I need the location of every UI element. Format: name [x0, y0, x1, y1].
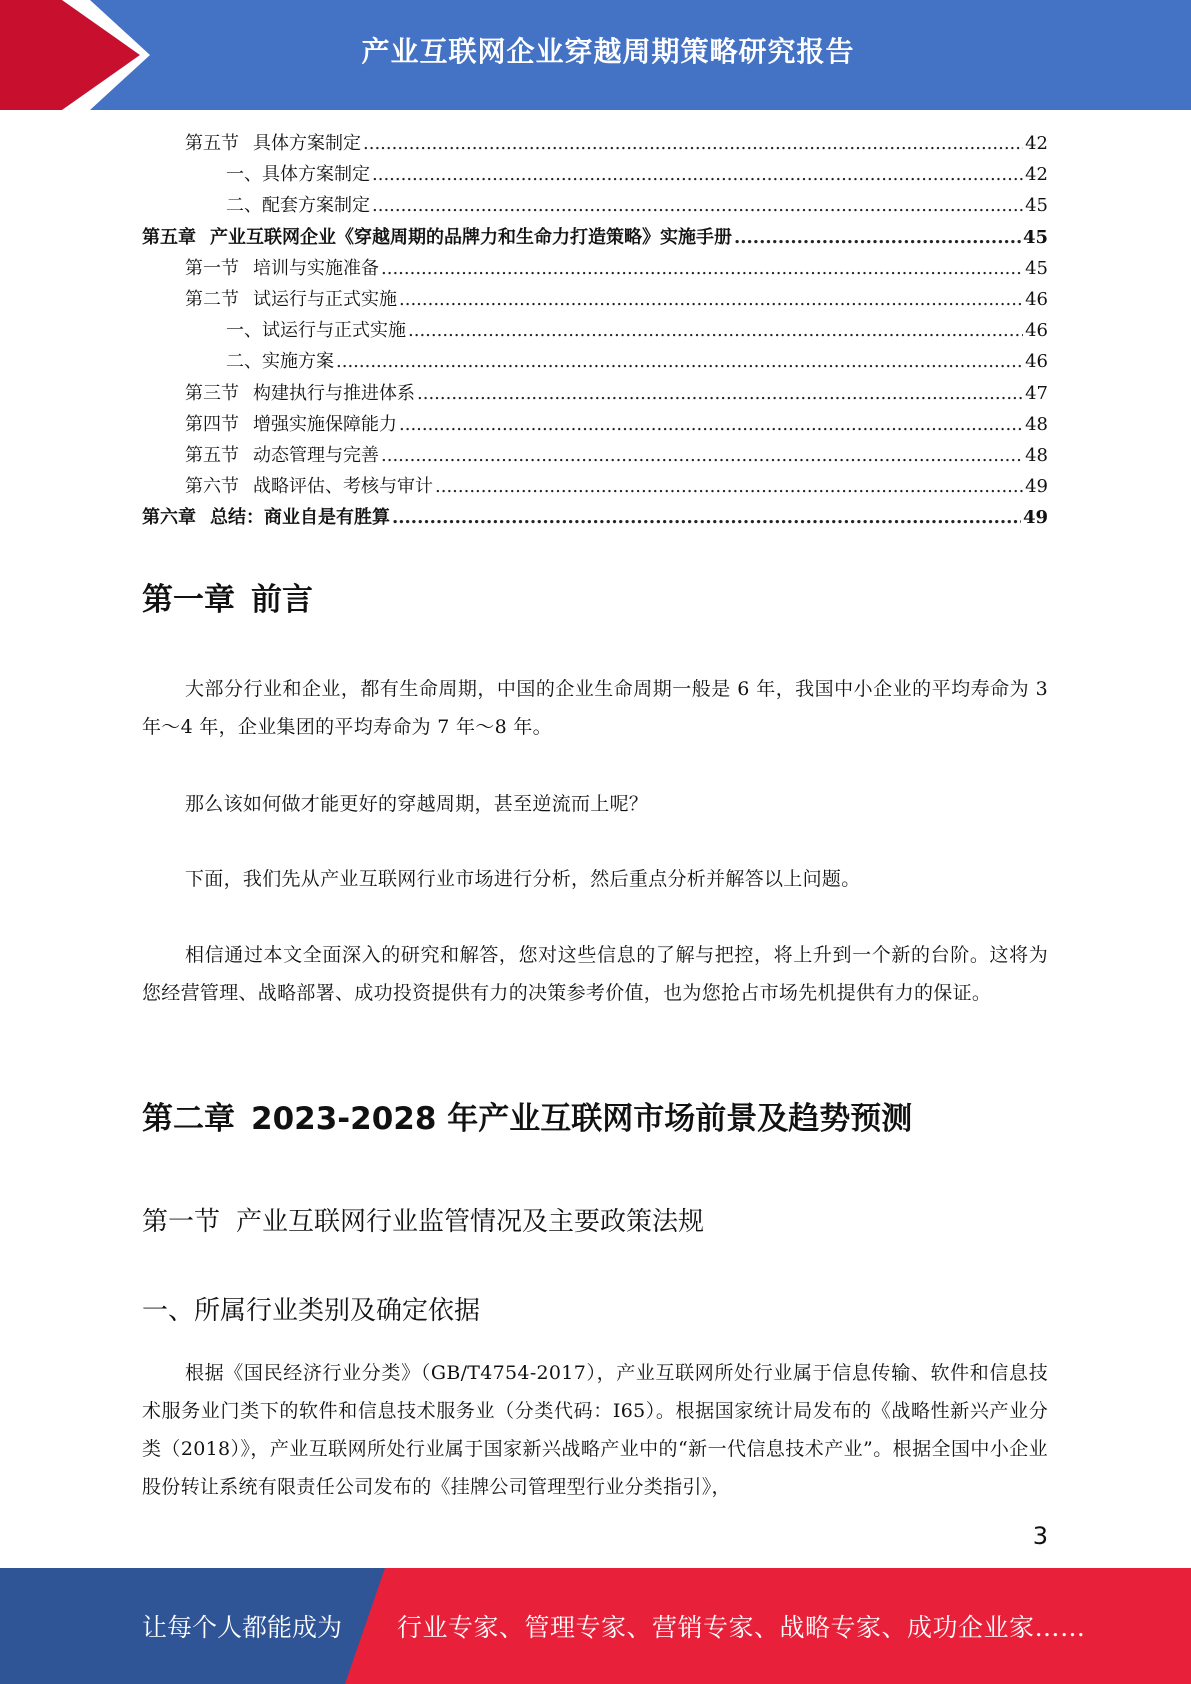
section-number: 第一节	[142, 1207, 221, 1237]
toc-entry-label: 产业互联网企业《穿越周期的品牌力和生命力打造策略》实施手册	[210, 226, 732, 248]
toc-entry-page: 45	[1022, 226, 1048, 248]
toc-leader-dots	[372, 164, 1023, 185]
toc-leader-dots	[399, 414, 1023, 435]
toc-leader-dots	[372, 195, 1023, 216]
toc-entry-label: 二、配套方案制定	[226, 195, 370, 217]
toc-entry-page: 48	[1025, 413, 1048, 435]
chapter-title: 前言	[251, 582, 313, 618]
toc-entry-number: 第三节	[185, 382, 239, 404]
chapter-1-heading	[142, 574, 313, 619]
chapter-title: 2023-2028 年产业互联网市场前景及趋势预测	[251, 1101, 913, 1137]
page-footer	[0, 1568, 1191, 1684]
toc-leader-dots	[734, 227, 1021, 248]
table-of-contents	[142, 129, 1048, 534]
toc-entry-label: 具体方案制定	[253, 133, 361, 154]
toc-entry-number: 第五节	[185, 444, 239, 466]
toc-entry[interactable]	[142, 316, 1048, 347]
toc-leader-dots	[435, 476, 1023, 497]
toc-entry[interactable]	[142, 254, 1048, 285]
toc-entry-number: 第二节	[185, 288, 239, 310]
toc-entry[interactable]	[142, 285, 1048, 316]
toc-entry[interactable]	[142, 191, 1048, 222]
toc-entry-page: 46	[1025, 320, 1048, 342]
page-header	[0, 0, 1191, 110]
toc-entry-page: 45	[1025, 257, 1048, 279]
toc-entry-number: 第六章	[142, 507, 196, 529]
subsection-heading: 一、所属行业类别及确定依据	[142, 1296, 481, 1326]
section-heading	[142, 1201, 704, 1238]
toc-entry[interactable]	[142, 379, 1048, 410]
toc-entry-label: 战略评估、考核与审计	[253, 476, 433, 498]
toc-entry-page: 49	[1022, 507, 1048, 529]
paragraph: 大部分行业和企业，都有生命周期，中国的企业生命周期一般是 6 年，我国中小企业的平均寿命为 3 年～4 年，企业集团的平均寿命为 7 年～8 年。	[142, 678, 1048, 738]
paragraph: 相信通过本文全面深入的研究和解答，您对这些信息的了解与把控，将上升到一个新的台阶。这将为您经营管理、战略部署、成功投资提供有力的决策参考价值，也为您抢占市场先机提供有力的保证。	[142, 944, 1048, 1004]
toc-leader-dots	[417, 383, 1023, 404]
toc-entry-page: 46	[1025, 288, 1048, 310]
toc-leader-dots	[408, 320, 1023, 341]
toc-entry[interactable]	[142, 441, 1048, 472]
section-title: 产业互联网行业监管情况及主要政策法规	[236, 1207, 705, 1237]
toc-entry-page: 47	[1025, 382, 1048, 404]
toc-leader-dots	[399, 289, 1023, 310]
paragraph: 那么该如何做才能更好的穿越周期，甚至逆流而上呢？	[185, 793, 649, 815]
toc-leader-dots	[381, 258, 1023, 279]
toc-leader-dots	[392, 507, 1021, 528]
toc-entry-label: 一、具体方案制定	[226, 164, 370, 186]
toc-entry-label: 增强实施保障能力	[253, 413, 397, 435]
toc-entry-number: 第五节	[185, 133, 239, 154]
chapter-2-heading	[142, 1093, 912, 1138]
toc-entry-label: 培训与实施准备	[253, 257, 379, 279]
paragraph: 根据《国民经济行业分类》（GB/T4754-2017），产业互联网所处行业属于信息传输、软件和信息技术服务业门类下的软件和信息技术服务业（分类代码：I65）。根据国家统计局发布的《战略性新兴产业分类（2018）》，产业互联网所处行业属于国家新兴战略产业中的“新一代信息技术产业”。根据全国中小企业股份转让系统有限责任公司发布的《挂牌公司管理型行业分类指引》，	[142, 1362, 1048, 1498]
toc-entry-page: 42	[1025, 164, 1048, 186]
toc-entry-number: 第四节	[185, 413, 239, 435]
toc-entry[interactable]	[142, 129, 1048, 160]
report-title: 产业互联网企业穿越周期策略研究报告	[361, 35, 855, 68]
toc-entry-page: 45	[1025, 195, 1048, 217]
toc-entry-label: 试运行与正式实施	[253, 288, 397, 310]
toc-leader-dots	[381, 445, 1023, 466]
toc-entry-page: 48	[1025, 444, 1048, 466]
toc-entry-number: 第六节	[185, 476, 239, 498]
toc-entry-label: 二、实施方案	[226, 351, 334, 373]
toc-entry-number: 第五章	[142, 226, 196, 248]
page-number: 3	[1032, 1522, 1048, 1550]
toc-entry-label: 动态管理与完善	[253, 444, 379, 466]
toc-leader-dots	[336, 351, 1023, 372]
chapter-number: 第二章	[142, 1101, 235, 1137]
footer-slogan: 让每个人都能成为	[142, 1613, 343, 1642]
toc-entry[interactable]	[142, 503, 1048, 534]
toc-entry[interactable]	[142, 410, 1048, 441]
toc-entry-number: 第一节	[185, 257, 239, 279]
toc-entry[interactable]	[142, 347, 1048, 378]
toc-leader-dots	[363, 133, 1023, 154]
toc-entry-label: 一、试运行与正式实施	[226, 320, 406, 342]
toc-entry-page: 46	[1025, 351, 1048, 373]
toc-entry-page: 42	[1025, 133, 1048, 154]
paragraph: 下面，我们先从产业互联网行业市场进行分析，然后重点分析并解答以上问题。	[185, 868, 861, 890]
chapter-number: 第一章	[142, 582, 235, 618]
toc-entry-label: 构建执行与推进体系	[253, 382, 415, 404]
toc-entry-label: 总结：商业自是有胜算	[210, 507, 390, 529]
toc-entry-page: 49	[1025, 476, 1048, 498]
toc-entry[interactable]	[142, 160, 1048, 191]
toc-entry[interactable]	[142, 472, 1048, 503]
toc-entry[interactable]	[142, 223, 1048, 254]
footer-roles: 行业专家、管理专家、营销专家、战略专家、成功企业家……	[397, 1613, 1086, 1642]
